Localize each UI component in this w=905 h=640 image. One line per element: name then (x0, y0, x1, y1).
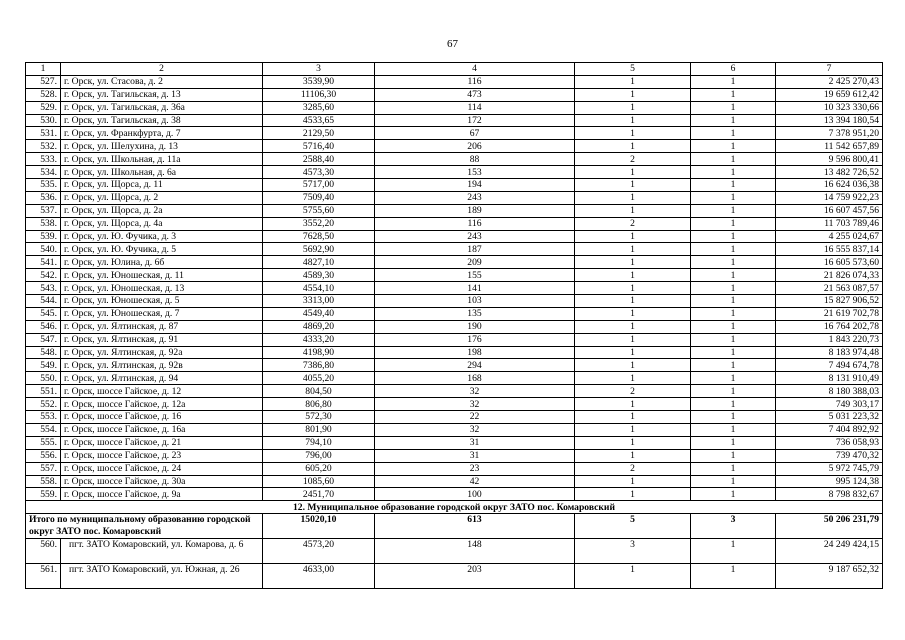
area-cell: 4333,20 (263, 333, 375, 346)
residents-cell: 187 (375, 243, 575, 256)
column-6-value-cell: 1 (691, 411, 776, 424)
column-5-value-cell: 1 (575, 398, 691, 411)
column-5-value-cell: 1 (575, 436, 691, 449)
total-cost: 50 206 231,79 (776, 514, 883, 539)
area-cell: 572,30 (263, 411, 375, 424)
residents-cell: 32 (375, 398, 575, 411)
column-header: 6 (691, 63, 776, 76)
cost-cell: 16 607 457,56 (776, 204, 883, 217)
table-header-row (26, 63, 883, 76)
column-6-value-cell: 1 (691, 385, 776, 398)
address-cell: г. Орск, ул. Ю. Фучика, д. 3 (61, 230, 263, 243)
column-6-value-cell: 1 (691, 75, 776, 88)
address-cell: пгт. ЗАТО Комаровский, ул. Комарова, д. 6 (61, 539, 263, 564)
address-cell: г. Орск, ул. Юлина, д. 6б (61, 256, 263, 269)
row-number-cell: 547. (26, 333, 61, 346)
address-cell: г. Орск, ул. Щорса, д. 2 (61, 191, 263, 204)
row-number-cell: 532. (26, 140, 61, 153)
column-6-value-cell: 1 (691, 320, 776, 333)
address-cell: г. Орск, ул. Школьная, д. 6а (61, 166, 263, 179)
table-row (26, 191, 883, 204)
column-5-value-cell: 1 (575, 488, 691, 501)
residents-cell: 155 (375, 269, 575, 282)
table-row (26, 449, 883, 462)
cost-cell: 7 404 892,92 (776, 423, 883, 436)
table-row (26, 88, 883, 101)
section-title: 12. Муниципальное образование городской округ ЗАТО пос. Комаровский (26, 501, 883, 514)
address-cell: г. Орск, ул. Стасова, д. 2 (61, 75, 263, 88)
address-cell: г. Орск, шоссе Гайское, д. 21 (61, 436, 263, 449)
column-5-value-cell: 1 (575, 359, 691, 372)
address-cell: г. Орск, ул. Ялтинская, д. 91 (61, 333, 263, 346)
cost-cell: 4 255 024,67 (776, 230, 883, 243)
area-cell: 4869,20 (263, 320, 375, 333)
cost-cell: 749 303,17 (776, 398, 883, 411)
column-6-value-cell: 1 (691, 204, 776, 217)
cost-cell: 8 131 910,49 (776, 372, 883, 385)
column-5-value-cell: 1 (575, 140, 691, 153)
address-cell: г. Орск, шоссе Гайское, д. 12а (61, 398, 263, 411)
row-number-cell: 558. (26, 475, 61, 488)
column-6-value-cell: 1 (691, 307, 776, 320)
residents-cell: 31 (375, 449, 575, 462)
column-6-value-cell: 1 (691, 282, 776, 295)
residents-cell: 116 (375, 217, 575, 230)
table-row (26, 359, 883, 372)
area-cell: 3285,60 (263, 101, 375, 114)
address-cell: г. Орск, ул. Тагильская, д. 38 (61, 114, 263, 127)
area-cell: 5692,90 (263, 243, 375, 256)
column-6-value-cell: 1 (691, 88, 776, 101)
column-5-value-cell: 1 (575, 256, 691, 269)
column-5-value-cell: 1 (575, 320, 691, 333)
cost-cell: 8 180 388,03 (776, 385, 883, 398)
table-row (26, 423, 883, 436)
area-cell: 2129,50 (263, 127, 375, 140)
cost-cell: 736 058,93 (776, 436, 883, 449)
column-5-value-cell: 2 (575, 153, 691, 166)
cost-cell: 5 972 745,79 (776, 462, 883, 475)
address-cell: г. Орск, ул. Шелухина, д. 13 (61, 140, 263, 153)
row-number-cell: 553. (26, 411, 61, 424)
address-cell: г. Орск, ул. Франкфурта, д. 7 (61, 127, 263, 140)
cost-cell: 16 605 573,60 (776, 256, 883, 269)
address-cell: г. Орск, ул. Юношеская, д. 13 (61, 282, 263, 295)
cost-cell: 7 494 674,78 (776, 359, 883, 372)
address-cell: пгт. ЗАТО Комаровский, ул. Южная, д. 26 (61, 564, 263, 589)
table-row (26, 295, 883, 308)
cost-cell: 995 124,38 (776, 475, 883, 488)
column-5-value-cell: 3 (575, 539, 691, 564)
address-cell: г. Орск, шоссе Гайское, д. 23 (61, 449, 263, 462)
table-row (26, 539, 883, 564)
column-6-value-cell: 1 (691, 295, 776, 308)
housing-table (25, 62, 883, 589)
column-6-value-cell: 1 (691, 398, 776, 411)
table-row (26, 153, 883, 166)
column-5-value-cell: 1 (575, 243, 691, 256)
residents-cell: 473 (375, 88, 575, 101)
row-number-cell: 540. (26, 243, 61, 256)
column-6-value-cell: 1 (691, 243, 776, 256)
row-number-cell: 551. (26, 385, 61, 398)
cost-cell: 10 323 330,66 (776, 101, 883, 114)
column-6-value-cell: 1 (691, 114, 776, 127)
table-row (26, 101, 883, 114)
column-6-value-cell: 1 (691, 333, 776, 346)
address-cell: г. Орск, ул. Ялтинская, д. 94 (61, 372, 263, 385)
row-number-cell: 557. (26, 462, 61, 475)
column-5-value-cell: 1 (575, 179, 691, 192)
area-cell: 4533,65 (263, 114, 375, 127)
area-cell: 806,80 (263, 398, 375, 411)
table-row (26, 488, 883, 501)
column-6-value-cell: 1 (691, 423, 776, 436)
address-cell: г. Орск, ул. Ялтинская, д. 92а (61, 346, 263, 359)
residents-cell: 32 (375, 423, 575, 436)
area-cell: 4198,90 (263, 346, 375, 359)
table-row (26, 230, 883, 243)
address-cell: г. Орск, шоссе Гайское, д. 16а (61, 423, 263, 436)
table-row (26, 127, 883, 140)
column-5-value-cell: 1 (575, 101, 691, 114)
total-residents: 613 (375, 514, 575, 539)
row-number-cell: 546. (26, 320, 61, 333)
column-6-value-cell: 1 (691, 256, 776, 269)
address-cell: г. Орск, ул. Щорса, д. 11 (61, 179, 263, 192)
address-cell: г. Орск, шоссе Гайское, д. 12 (61, 385, 263, 398)
table-row (26, 411, 883, 424)
address-cell: г. Орск, ул. Щорса, д. 2а (61, 204, 263, 217)
column-5-value-cell: 1 (575, 295, 691, 308)
address-cell: г. Орск, ул. Юношеская, д. 11 (61, 269, 263, 282)
cost-cell: 19 659 612,42 (776, 88, 883, 101)
cost-cell: 9 596 800,41 (776, 153, 883, 166)
table-row (26, 179, 883, 192)
cost-cell: 9 187 652,32 (776, 564, 883, 589)
residents-cell: 114 (375, 101, 575, 114)
cost-cell: 11 703 789,46 (776, 217, 883, 230)
cost-cell: 14 759 922,23 (776, 191, 883, 204)
row-number-cell: 535. (26, 179, 61, 192)
row-number-cell: 555. (26, 436, 61, 449)
total-column-5: 5 (575, 514, 691, 539)
column-5-value-cell: 1 (575, 449, 691, 462)
residents-cell: 141 (375, 282, 575, 295)
section-row (26, 501, 883, 514)
residents-cell: 190 (375, 320, 575, 333)
area-cell: 804,50 (263, 385, 375, 398)
column-5-value-cell: 1 (575, 333, 691, 346)
area-cell: 3313,00 (263, 295, 375, 308)
area-cell: 5716,40 (263, 140, 375, 153)
cost-cell: 5 031 223,32 (776, 411, 883, 424)
table-row (26, 320, 883, 333)
address-cell: г. Орск, шоссе Гайское, д. 30а (61, 475, 263, 488)
column-5-value-cell: 1 (575, 114, 691, 127)
residents-cell: 42 (375, 475, 575, 488)
column-5-value-cell: 1 (575, 269, 691, 282)
cost-cell: 21 619 702,78 (776, 307, 883, 320)
column-5-value-cell: 1 (575, 204, 691, 217)
area-cell: 4573,20 (263, 539, 375, 564)
row-number-cell: 559. (26, 488, 61, 501)
table-row (26, 269, 883, 282)
column-5-value-cell: 1 (575, 191, 691, 204)
column-6-value-cell: 1 (691, 166, 776, 179)
row-number-cell: 542. (26, 269, 61, 282)
table-row (26, 282, 883, 295)
table-row (26, 398, 883, 411)
column-5-value-cell: 1 (575, 282, 691, 295)
column-6-value-cell: 1 (691, 449, 776, 462)
area-cell: 7628,50 (263, 230, 375, 243)
address-cell: г. Орск, шоссе Гайское, д. 24 (61, 462, 263, 475)
row-number-cell: 548. (26, 346, 61, 359)
column-header: 3 (263, 63, 375, 76)
row-number-cell: 530. (26, 114, 61, 127)
column-6-value-cell: 1 (691, 564, 776, 589)
residents-cell: 168 (375, 372, 575, 385)
table-row (26, 475, 883, 488)
column-5-value-cell: 1 (575, 88, 691, 101)
area-cell: 794,10 (263, 436, 375, 449)
address-cell: г. Орск, ул. Ялтинская, д. 87 (61, 320, 263, 333)
column-5-value-cell: 1 (575, 475, 691, 488)
address-cell: г. Орск, ул. Юношеская, д. 5 (61, 295, 263, 308)
row-number-cell: 529. (26, 101, 61, 114)
area-cell: 4573,30 (263, 166, 375, 179)
column-6-value-cell: 1 (691, 372, 776, 385)
cost-cell: 21 563 087,57 (776, 282, 883, 295)
residents-cell: 189 (375, 204, 575, 217)
area-cell: 3552,20 (263, 217, 375, 230)
table-row (26, 217, 883, 230)
table-row (26, 166, 883, 179)
cost-cell: 16 764 202,78 (776, 320, 883, 333)
table-row (26, 346, 883, 359)
residents-cell: 176 (375, 333, 575, 346)
column-5-value-cell: 2 (575, 217, 691, 230)
cost-cell: 13 482 726,52 (776, 166, 883, 179)
area-cell: 5717,00 (263, 179, 375, 192)
column-5-value-cell: 1 (575, 166, 691, 179)
column-6-value-cell: 1 (691, 475, 776, 488)
residents-cell: 31 (375, 436, 575, 449)
table-row (26, 333, 883, 346)
table-row (26, 256, 883, 269)
column-5-value-cell: 1 (575, 564, 691, 589)
cost-cell: 7 378 951,20 (776, 127, 883, 140)
table-row (26, 372, 883, 385)
area-cell: 3539,90 (263, 75, 375, 88)
table-row (26, 307, 883, 320)
column-6-value-cell: 1 (691, 217, 776, 230)
row-number-cell: 531. (26, 127, 61, 140)
residents-cell: 22 (375, 411, 575, 424)
row-number-cell: 541. (26, 256, 61, 269)
area-cell: 605,20 (263, 462, 375, 475)
area-cell: 796,00 (263, 449, 375, 462)
residents-cell: 148 (375, 539, 575, 564)
cost-cell: 16 624 036,38 (776, 179, 883, 192)
column-5-value-cell: 1 (575, 423, 691, 436)
total-area: 15020,10 (263, 514, 375, 539)
area-cell: 2588,40 (263, 153, 375, 166)
residents-cell: 100 (375, 488, 575, 501)
table-row (26, 462, 883, 475)
row-number-cell: 543. (26, 282, 61, 295)
address-cell: г. Орск, ул. Школьная, д. 11а (61, 153, 263, 166)
residents-cell: 88 (375, 153, 575, 166)
column-header: 7 (776, 63, 883, 76)
cost-cell: 11 542 657,89 (776, 140, 883, 153)
table-row (26, 436, 883, 449)
residents-cell: 172 (375, 114, 575, 127)
row-number-cell: 556. (26, 449, 61, 462)
row-number-cell: 560. (26, 539, 61, 564)
residents-cell: 294 (375, 359, 575, 372)
total-row (26, 514, 883, 539)
column-6-value-cell: 1 (691, 436, 776, 449)
row-number-cell: 550. (26, 372, 61, 385)
row-number-cell: 528. (26, 88, 61, 101)
area-cell: 2451,70 (263, 488, 375, 501)
address-cell: г. Орск, шоссе Гайское, д. 9а (61, 488, 263, 501)
total-column-6: 3 (691, 514, 776, 539)
residents-cell: 206 (375, 140, 575, 153)
residents-cell: 67 (375, 127, 575, 140)
row-number-cell: 539. (26, 230, 61, 243)
column-6-value-cell: 1 (691, 462, 776, 475)
row-number-cell: 534. (26, 166, 61, 179)
cost-cell: 2 425 270,43 (776, 75, 883, 88)
residents-cell: 209 (375, 256, 575, 269)
column-6-value-cell: 1 (691, 488, 776, 501)
address-cell: г. Орск, ул. Юношеская, д. 7 (61, 307, 263, 320)
area-cell: 1085,60 (263, 475, 375, 488)
column-6-value-cell: 1 (691, 179, 776, 192)
row-number-cell: 538. (26, 217, 61, 230)
column-6-value-cell: 1 (691, 101, 776, 114)
column-5-value-cell: 1 (575, 75, 691, 88)
column-5-value-cell: 1 (575, 372, 691, 385)
cost-cell: 16 555 837,14 (776, 243, 883, 256)
table-row (26, 243, 883, 256)
row-number-cell: 544. (26, 295, 61, 308)
row-number-cell: 549. (26, 359, 61, 372)
area-cell: 7386,80 (263, 359, 375, 372)
column-header: 5 (575, 63, 691, 76)
column-6-value-cell: 1 (691, 153, 776, 166)
area-cell: 4633,00 (263, 564, 375, 589)
row-number-cell: 537. (26, 204, 61, 217)
address-cell: г. Орск, ул. Щорса, д. 4а (61, 217, 263, 230)
table-row (26, 385, 883, 398)
row-number-cell: 533. (26, 153, 61, 166)
address-cell: г. Орск, ул. Ю. Фучика, д. 5 (61, 243, 263, 256)
column-6-value-cell: 1 (691, 346, 776, 359)
column-5-value-cell: 1 (575, 230, 691, 243)
cost-cell: 13 394 180,54 (776, 114, 883, 127)
residents-cell: 243 (375, 230, 575, 243)
table-row (26, 140, 883, 153)
residents-cell: 203 (375, 564, 575, 589)
area-cell: 11106,30 (263, 88, 375, 101)
area-cell: 4827,10 (263, 256, 375, 269)
address-cell: г. Орск, ул. Тагильская, д. 13 (61, 88, 263, 101)
total-label: Итого по муниципальному образованию городской округ ЗАТО пос. Комаровский (26, 514, 263, 539)
column-5-value-cell: 1 (575, 346, 691, 359)
column-5-value-cell: 2 (575, 462, 691, 475)
residents-cell: 116 (375, 75, 575, 88)
residents-cell: 103 (375, 295, 575, 308)
column-6-value-cell: 1 (691, 269, 776, 282)
row-number-cell: 561. (26, 564, 61, 589)
column-header: 2 (61, 63, 263, 76)
row-number-cell: 552. (26, 398, 61, 411)
area-cell: 4554,10 (263, 282, 375, 295)
column-6-value-cell: 1 (691, 539, 776, 564)
column-header: 4 (375, 63, 575, 76)
cost-cell: 739 470,32 (776, 449, 883, 462)
table-row (26, 564, 883, 589)
page-number: 67 (447, 38, 458, 50)
row-number-cell: 545. (26, 307, 61, 320)
column-6-value-cell: 1 (691, 191, 776, 204)
residents-cell: 32 (375, 385, 575, 398)
column-header: 1 (26, 63, 61, 76)
column-6-value-cell: 1 (691, 359, 776, 372)
column-5-value-cell: 1 (575, 127, 691, 140)
residents-cell: 243 (375, 191, 575, 204)
cost-cell: 15 827 906,52 (776, 295, 883, 308)
column-5-value-cell: 1 (575, 307, 691, 320)
column-5-value-cell: 2 (575, 385, 691, 398)
row-number-cell: 554. (26, 423, 61, 436)
area-cell: 4589,30 (263, 269, 375, 282)
column-5-value-cell: 1 (575, 411, 691, 424)
table-row (26, 114, 883, 127)
cost-cell: 1 843 220,73 (776, 333, 883, 346)
column-6-value-cell: 1 (691, 127, 776, 140)
column-6-value-cell: 1 (691, 230, 776, 243)
address-cell: г. Орск, ул. Тагильская, д. 36а (61, 101, 263, 114)
area-cell: 801,90 (263, 423, 375, 436)
cost-cell: 8 183 974,48 (776, 346, 883, 359)
area-cell: 4549,40 (263, 307, 375, 320)
cost-cell: 21 826 074,33 (776, 269, 883, 282)
area-cell: 7509,40 (263, 191, 375, 204)
residents-cell: 194 (375, 179, 575, 192)
residents-cell: 135 (375, 307, 575, 320)
residents-cell: 23 (375, 462, 575, 475)
cost-cell: 24 249 424,15 (776, 539, 883, 564)
area-cell: 4055,20 (263, 372, 375, 385)
table-row (26, 75, 883, 88)
area-cell: 5755,60 (263, 204, 375, 217)
row-number-cell: 527. (26, 75, 61, 88)
residents-cell: 153 (375, 166, 575, 179)
address-cell: г. Орск, ул. Ялтинская, д. 92в (61, 359, 263, 372)
column-6-value-cell: 1 (691, 140, 776, 153)
address-cell: г. Орск, шоссе Гайское, д. 16 (61, 411, 263, 424)
table-row (26, 204, 883, 217)
row-number-cell: 536. (26, 191, 61, 204)
cost-cell: 8 798 832,67 (776, 488, 883, 501)
residents-cell: 198 (375, 346, 575, 359)
